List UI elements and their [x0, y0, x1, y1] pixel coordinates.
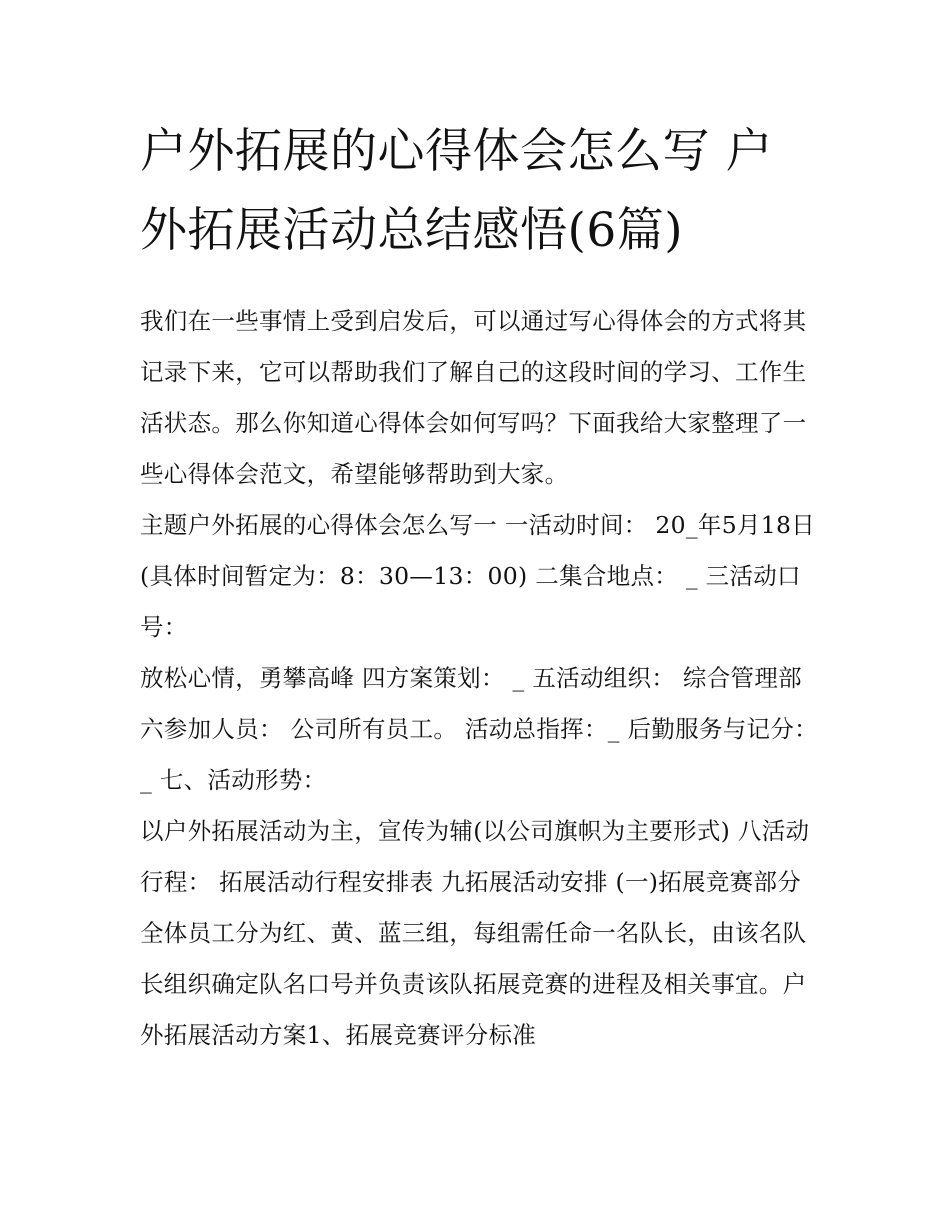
document-title: 户外拓展的心得体会怎么写 户外拓展活动总结感悟(6篇) — [140, 124, 773, 258]
activity-info-paragraph: 主题户外拓展的心得体会怎么写一 一活动时间： 20_年5月18日(具体时间暂定为：8：30—13：00) 二集合地点： _ 三活动口号： — [140, 511, 816, 641]
intro-paragraph: 我们在一些事情上受到启发后，可以通过写心得体会的方式将其记录下来，它可以帮助我们了解自己的这段时间的学习、工作生活状态。那么你知道心得体会如何写吗？下面我给大家整理了一些心得体会范文，希望能够帮助到大家。 — [140, 307, 807, 488]
competition-paragraph: 全体员工分为红、黄、蓝三组，每组需任命一名队长，由该名队长组织确定队名口号并负责该队拓展竞赛的进程及相关事宜。户外拓展活动方案1、拓展竞赛评分标准 — [140, 919, 807, 1049]
schedule-paragraph: 以户外拓展活动为主，宣传为辅(以公司旗帜为主要形式) 八活动行程： 拓展活动行程安排表 九拓展活动安排 (一)拓展竞赛部分 — [140, 817, 810, 896]
organization-paragraph: 放松心情，勇攀高峰 四方案策划： _ 五活动组织： 综合管理部 六参加人员： 公司所有员工。 活动总指挥：_ 后勤服务与记分：_ 七、活动形势： — [140, 664, 818, 794]
